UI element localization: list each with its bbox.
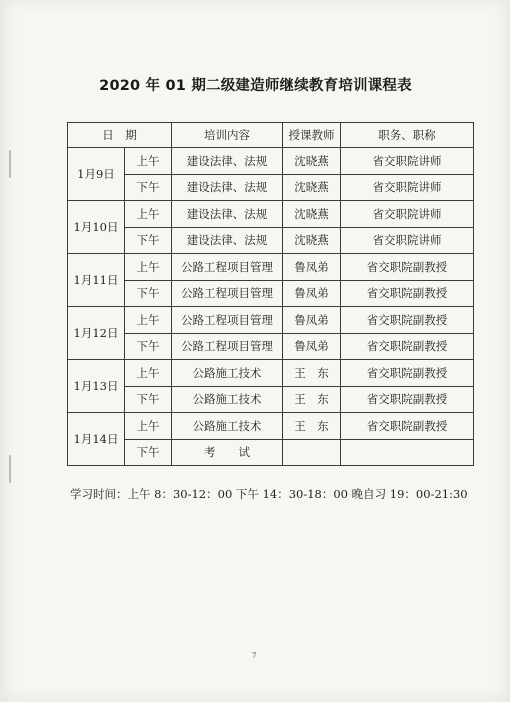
date-cell: 1月14日 <box>68 413 125 466</box>
date-cell: 1月9日 <box>68 148 125 201</box>
content-cell: 建设法律、法规 <box>172 174 283 201</box>
table-row <box>68 201 474 228</box>
table-row <box>68 386 474 413</box>
title-cell: 省交职院副教授 <box>341 254 474 281</box>
table-row <box>68 333 474 360</box>
half-cell: 上午 <box>125 254 172 281</box>
title-cell: 省交职院副教授 <box>341 280 474 307</box>
half-cell: 下午 <box>125 174 172 201</box>
table-row <box>68 174 474 201</box>
teacher-cell: 鲁凤弟 <box>283 280 341 307</box>
content-cell: 建设法律、法规 <box>172 201 283 228</box>
teacher-cell: 沈晓燕 <box>283 227 341 254</box>
date-cell: 1月10日 <box>68 201 125 254</box>
half-cell: 下午 <box>125 333 172 360</box>
title-cell: 省交职院副教授 <box>341 333 474 360</box>
content-cell: 公路施工技术 <box>172 386 283 413</box>
schedule-table <box>67 122 474 466</box>
half-cell: 下午 <box>125 439 172 466</box>
half-cell: 下午 <box>125 386 172 413</box>
title-cell: 省交职院副教授 <box>341 360 474 387</box>
header-date: 日 期 <box>68 123 172 148</box>
half-cell: 下午 <box>125 227 172 254</box>
content-cell: 公路工程项目管理 <box>172 254 283 281</box>
teacher-cell: 鲁凤弟 <box>283 307 341 334</box>
date-cell: 1月13日 <box>68 360 125 413</box>
teacher-cell: 沈晓燕 <box>283 174 341 201</box>
page-title: 2020 年 01 期二级建造师继续教育培训课程表 <box>99 78 412 94</box>
half-cell: 下午 <box>125 280 172 307</box>
document-page <box>3 0 508 702</box>
content-cell: 公路施工技术 <box>172 413 283 440</box>
title-cell: 省交职院讲师 <box>341 174 474 201</box>
table-row <box>68 439 474 466</box>
teacher-cell <box>283 439 341 466</box>
half-cell: 上午 <box>125 148 172 175</box>
content-cell: 考 试 <box>172 439 283 466</box>
table-header-row <box>68 123 474 148</box>
title-cell: 省交职院讲师 <box>341 148 474 175</box>
content-cell: 公路工程项目管理 <box>172 307 283 334</box>
teacher-cell: 王 东 <box>283 413 341 440</box>
table-row <box>68 413 474 440</box>
content-cell: 建设法律、法规 <box>172 227 283 254</box>
table-row <box>68 254 474 281</box>
table-row <box>68 280 474 307</box>
page-number: 7 <box>252 652 257 660</box>
content-cell: 公路工程项目管理 <box>172 333 283 360</box>
title-cell <box>341 439 474 466</box>
teacher-cell: 沈晓燕 <box>283 148 341 175</box>
title-cell: 省交职院讲师 <box>341 227 474 254</box>
teacher-cell: 王 东 <box>283 360 341 387</box>
content-cell: 公路工程项目管理 <box>172 280 283 307</box>
header-teacher: 授课教师 <box>283 123 341 148</box>
table-row <box>68 360 474 387</box>
date-cell: 1月12日 <box>68 307 125 360</box>
half-cell: 上午 <box>125 360 172 387</box>
table-row <box>68 148 474 175</box>
table-row <box>68 307 474 334</box>
title-cell: 省交职院副教授 <box>341 386 474 413</box>
study-time-note: 学习时间：上午 8：30-12：00 下午 14：30-18：00 晚自习 19：00-21:30 <box>70 487 468 501</box>
half-cell: 上午 <box>125 307 172 334</box>
content-cell: 公路施工技术 <box>172 360 283 387</box>
binding-mark <box>9 150 11 178</box>
binding-mark <box>9 455 11 483</box>
half-cell: 上午 <box>125 201 172 228</box>
content-cell: 建设法律、法规 <box>172 148 283 175</box>
half-cell: 上午 <box>125 413 172 440</box>
date-cell: 1月11日 <box>68 254 125 307</box>
table-row <box>68 227 474 254</box>
header-content: 培训内容 <box>172 123 283 148</box>
title-cell: 省交职院副教授 <box>341 413 474 440</box>
teacher-cell: 鲁凤弟 <box>283 254 341 281</box>
teacher-cell: 王 东 <box>283 386 341 413</box>
header-title: 职务、职称 <box>341 123 474 148</box>
teacher-cell: 沈晓燕 <box>283 201 341 228</box>
title-cell: 省交职院讲师 <box>341 201 474 228</box>
teacher-cell: 鲁凤弟 <box>283 333 341 360</box>
title-cell: 省交职院副教授 <box>341 307 474 334</box>
